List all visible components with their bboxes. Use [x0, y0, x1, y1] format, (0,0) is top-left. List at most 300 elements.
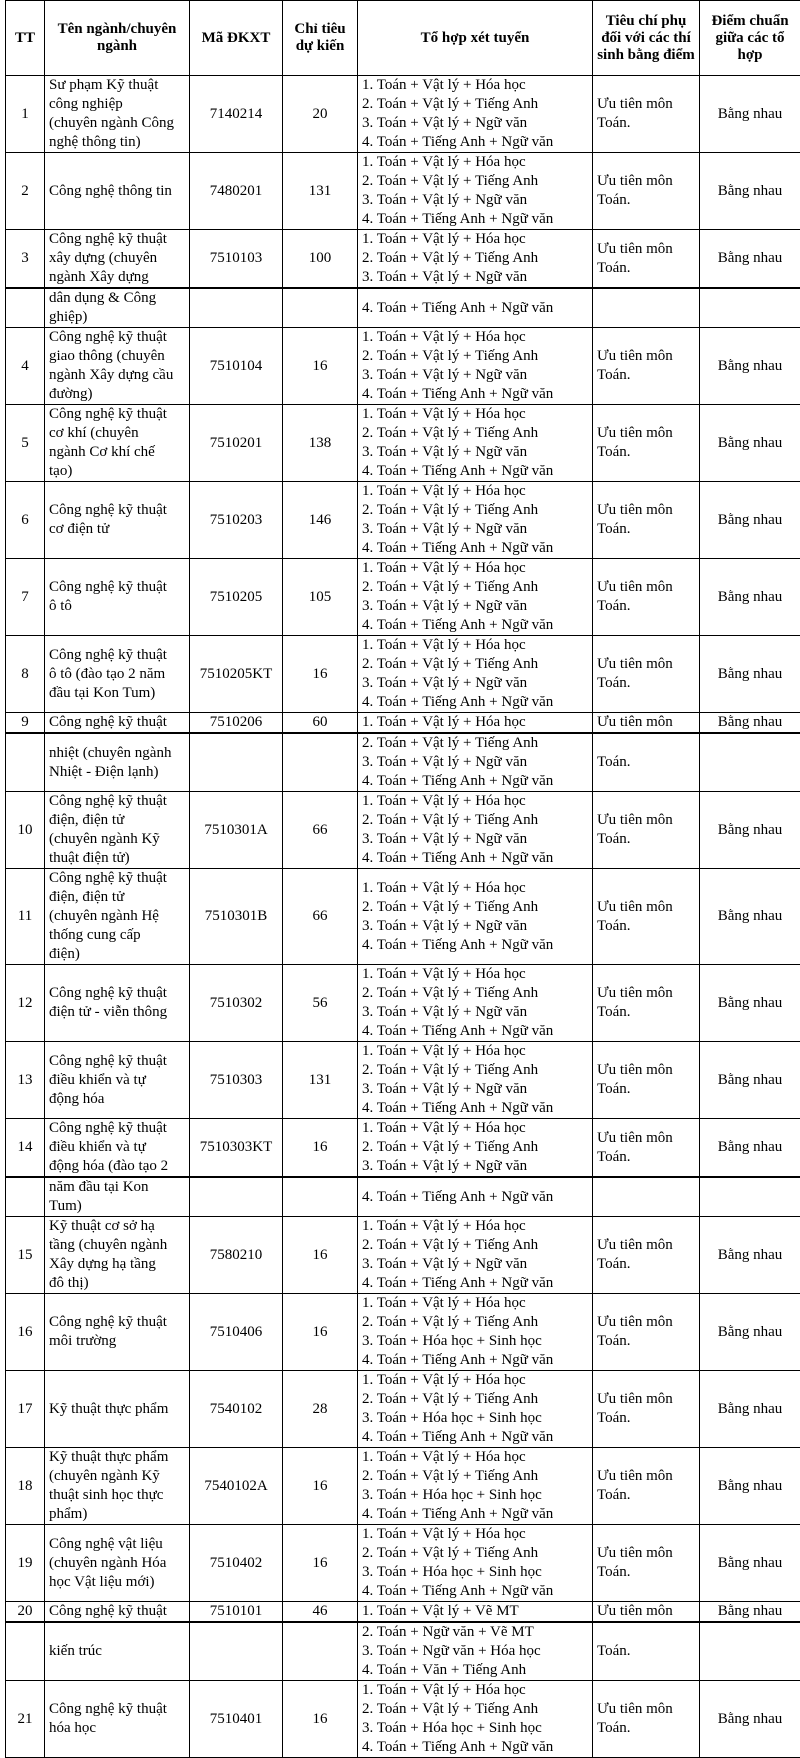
- major-name: [45, 1602, 190, 1623]
- subject-combinations-line: 1. Toán + Vật lý + Hóa học: [362, 328, 588, 347]
- subject-combinations: [358, 559, 593, 636]
- quota: 46: [283, 1602, 358, 1623]
- subject-combinations-line: 4. Toán + Tiếng Anh + Ngữ văn: [362, 133, 588, 152]
- tie-break-criteria: [593, 1371, 700, 1448]
- equal-score: Bằng nhau: [700, 1217, 800, 1294]
- quota: 16: [283, 328, 358, 405]
- major-code: 7510301B: [190, 869, 283, 965]
- subject-combinations-line: 1. Toán + Vật lý + Hóa học: [362, 1294, 588, 1313]
- subject-combinations: [358, 733, 593, 792]
- tie-break-criteria: [593, 1448, 700, 1525]
- major-name-line: (chuyên ngành Kỹ: [49, 1467, 185, 1486]
- equal-score: [700, 288, 800, 328]
- subject-combinations: [358, 965, 593, 1042]
- subject-combinations-line: 1. Toán + Vật lý + Hóa học: [362, 76, 588, 95]
- subject-combinations-line: 1. Toán + Vật lý + Hóa học: [362, 636, 588, 655]
- tie-break-criteria-line: Ưu tiên môn: [597, 1236, 695, 1255]
- major-name-line: Công nghệ kỹ thuật: [49, 328, 185, 347]
- subject-combinations-line: 3. Toán + Vật lý + Ngữ văn: [362, 443, 588, 462]
- table-row: [6, 1681, 800, 1758]
- row-number: 15: [6, 1217, 45, 1294]
- subject-combinations-line: 2. Toán + Vật lý + Tiếng Anh: [362, 1138, 588, 1157]
- major-name-line: (chuyên ngành Hóa: [49, 1554, 185, 1573]
- tie-break-criteria-line: Ưu tiên môn: [597, 347, 695, 366]
- subject-combinations-line: 4. Toán + Tiếng Anh + Ngữ văn: [362, 1188, 588, 1207]
- subject-combinations-line: 2. Toán + Vật lý + Tiếng Anh: [362, 249, 588, 268]
- tie-break-criteria-line: Ưu tiên môn: [597, 172, 695, 191]
- major-name: [45, 1217, 190, 1294]
- subject-combinations-line: 2. Toán + Vật lý + Tiếng Anh: [362, 172, 588, 191]
- quota: 20: [283, 76, 358, 153]
- subject-combinations-line: 2. Toán + Vật lý + Tiếng Anh: [362, 898, 588, 917]
- header-quota: Chỉ tiêu dự kiến: [283, 1, 358, 76]
- major-code: 7540102: [190, 1371, 283, 1448]
- major-code: 7510205: [190, 559, 283, 636]
- major-name-line: đô thị): [49, 1274, 185, 1293]
- major-name: [45, 288, 190, 328]
- subject-combinations-line: 3. Toán + Vật lý + Ngữ văn: [362, 1255, 588, 1274]
- quota: 16: [283, 1681, 358, 1758]
- subject-combinations-line: 2. Toán + Vật lý + Tiếng Anh: [362, 1313, 588, 1332]
- major-name-line: công nghiệp: [49, 95, 185, 114]
- quota: 16: [283, 1119, 358, 1178]
- equal-score: Bằng nhau: [700, 1042, 800, 1119]
- major-code: 7510406: [190, 1294, 283, 1371]
- tie-break-criteria-line: Ưu tiên môn: [597, 713, 695, 732]
- tie-break-criteria-line: Ưu tiên môn: [597, 578, 695, 597]
- tie-break-criteria-line: Toán.: [597, 259, 695, 278]
- tie-break-criteria: [593, 1294, 700, 1371]
- quota: 56: [283, 965, 358, 1042]
- major-code: [190, 733, 283, 792]
- major-code: 7510206: [190, 713, 283, 734]
- table-row: [6, 965, 800, 1042]
- major-name-line: điện, điện tử: [49, 811, 185, 830]
- subject-combinations-line: 3. Toán + Vật lý + Ngữ văn: [362, 1003, 588, 1022]
- subject-combinations-line: 1. Toán + Vật lý + Hóa học: [362, 1681, 588, 1700]
- quota: [283, 1622, 358, 1681]
- tie-break-criteria-line: Toán.: [597, 366, 695, 385]
- major-name-line: Công nghệ kỹ thuật: [49, 1602, 185, 1621]
- equal-score: Bằng nhau: [700, 792, 800, 869]
- major-code: 7480201: [190, 153, 283, 230]
- tie-break-criteria-line: Toán.: [597, 114, 695, 133]
- tie-break-criteria: [593, 1119, 700, 1178]
- major-name-line: thuật điện tử): [49, 849, 185, 868]
- equal-score: [700, 733, 800, 792]
- row-number: 17: [6, 1371, 45, 1448]
- subject-combinations-line: 3. Toán + Vật lý + Ngữ văn: [362, 114, 588, 133]
- major-name: [45, 559, 190, 636]
- major-code: 7510301A: [190, 792, 283, 869]
- tie-break-criteria-line: Toán.: [597, 830, 695, 849]
- equal-score: Bằng nhau: [700, 1371, 800, 1448]
- equal-score: Bằng nhau: [700, 76, 800, 153]
- subject-combinations-line: 1. Toán + Vật lý + Hóa học: [362, 1371, 588, 1390]
- major-name-line: Công nghệ kỹ thuật: [49, 230, 185, 249]
- tie-break-criteria-line: Ưu tiên môn: [597, 1061, 695, 1080]
- subject-combinations: [358, 405, 593, 482]
- subject-combinations-line: 4. Toán + Tiếng Anh + Ngữ văn: [362, 462, 588, 481]
- quota: 138: [283, 405, 358, 482]
- major-code: 7510203: [190, 482, 283, 559]
- tie-break-criteria: [593, 1177, 700, 1217]
- row-number: 5: [6, 405, 45, 482]
- tie-break-criteria-line: Ưu tiên môn: [597, 1390, 695, 1409]
- tie-break-criteria: [593, 965, 700, 1042]
- major-name-line: môi trường: [49, 1332, 185, 1351]
- tie-break-criteria: [593, 153, 700, 230]
- row-number: [6, 288, 45, 328]
- major-name: [45, 1371, 190, 1448]
- subject-combinations-line: 4. Toán + Tiếng Anh + Ngữ văn: [362, 1582, 588, 1601]
- tie-break-criteria: [593, 1042, 700, 1119]
- subject-combinations-line: 1. Toán + Vật lý + Hóa học: [362, 1119, 588, 1138]
- row-number: 7: [6, 559, 45, 636]
- subject-combinations-line: 3. Toán + Vật lý + Ngữ văn: [362, 597, 588, 616]
- major-name-line: Công nghệ kỹ thuật: [49, 792, 185, 811]
- major-name: [45, 1177, 190, 1217]
- tie-break-criteria-line: Toán.: [597, 597, 695, 616]
- major-name-line: điều khiển và tự: [49, 1071, 185, 1090]
- table-body: [6, 76, 800, 1758]
- subject-combinations: [358, 153, 593, 230]
- tie-break-criteria-line: Toán.: [597, 1003, 695, 1022]
- table-row: [6, 1042, 800, 1119]
- major-name: [45, 482, 190, 559]
- major-name: [45, 1294, 190, 1371]
- table-row: [6, 1294, 800, 1371]
- subject-combinations-line: 4. Toán + Tiếng Anh + Ngữ văn: [362, 1022, 588, 1041]
- subject-combinations-line: 2. Toán + Vật lý + Tiếng Anh: [362, 734, 588, 753]
- tie-break-criteria-line: Ưu tiên môn: [597, 1129, 695, 1148]
- major-name-line: Công nghệ kỹ thuật: [49, 713, 185, 732]
- subject-combinations-line: 4. Toán + Tiếng Anh + Ngữ văn: [362, 849, 588, 868]
- major-name-line: Công nghệ kỹ thuật: [49, 1313, 185, 1332]
- major-name-line: Xây dựng hạ tầng: [49, 1255, 185, 1274]
- major-code: 7510303KT: [190, 1119, 283, 1178]
- subject-combinations-line: 1. Toán + Vật lý + Hóa học: [362, 792, 588, 811]
- subject-combinations-line: 3. Toán + Vật lý + Ngữ văn: [362, 268, 588, 287]
- subject-combinations-line: 1. Toán + Vật lý + Hóa học: [362, 405, 588, 424]
- row-number: [6, 1177, 45, 1217]
- subject-combinations: [358, 328, 593, 405]
- tie-break-criteria: [593, 1525, 700, 1602]
- subject-combinations: [358, 1622, 593, 1681]
- tie-break-criteria: [593, 1602, 700, 1623]
- tie-break-criteria-line: Toán.: [597, 1148, 695, 1167]
- major-name-line: phẩm): [49, 1505, 185, 1524]
- quota: [283, 288, 358, 328]
- equal-score: Bằng nhau: [700, 405, 800, 482]
- subject-combinations-line: 1. Toán + Vật lý + Hóa học: [362, 713, 588, 732]
- header-tt: TT: [6, 1, 45, 76]
- major-name-line: đầu tại Kon Tum): [49, 684, 185, 703]
- tie-break-criteria-line: Ưu tiên môn: [597, 1467, 695, 1486]
- admission-table: [5, 0, 800, 1758]
- row-number: [6, 733, 45, 792]
- equal-score: Bằng nhau: [700, 869, 800, 965]
- subject-combinations: [358, 1294, 593, 1371]
- quota: 16: [283, 1294, 358, 1371]
- tie-break-criteria-line: Toán.: [597, 443, 695, 462]
- subject-combinations-line: 2. Toán + Vật lý + Tiếng Anh: [362, 1061, 588, 1080]
- major-name: [45, 1622, 190, 1681]
- equal-score: Bằng nhau: [700, 1294, 800, 1371]
- major-name-line: Công nghệ kỹ thuật: [49, 501, 185, 520]
- tie-break-criteria-line: Toán.: [597, 520, 695, 539]
- major-name: [45, 1448, 190, 1525]
- subject-combinations: [358, 713, 593, 734]
- subject-combinations-line: 4. Toán + Tiếng Anh + Ngữ văn: [362, 539, 588, 558]
- quota: 131: [283, 153, 358, 230]
- header-row: [6, 1, 800, 76]
- major-code: [190, 1622, 283, 1681]
- subject-combinations: [358, 1525, 593, 1602]
- major-code: 7510103: [190, 230, 283, 289]
- major-name-line: Công nghệ kỹ thuật: [49, 984, 185, 1003]
- subject-combinations-line: 3. Toán + Vật lý + Ngữ văn: [362, 674, 588, 693]
- subject-combinations-line: 2. Toán + Ngữ văn + Vẽ MT: [362, 1623, 588, 1642]
- tie-break-criteria-line: Ưu tiên môn: [597, 1602, 695, 1621]
- equal-score: Bằng nhau: [700, 1448, 800, 1525]
- equal-score: Bằng nhau: [700, 1602, 800, 1623]
- major-name-line: Kỹ thuật thực phẩm: [49, 1448, 185, 1467]
- major-name: [45, 1042, 190, 1119]
- table-row: [6, 1622, 800, 1681]
- row-number: 8: [6, 636, 45, 713]
- subject-combinations: [358, 1681, 593, 1758]
- major-name-line: tầng (chuyên ngành: [49, 1236, 185, 1255]
- subject-combinations-line: 4. Toán + Tiếng Anh + Ngữ văn: [362, 772, 588, 791]
- subject-combinations-line: 1. Toán + Vật lý + Hóa học: [362, 965, 588, 984]
- row-number: 19: [6, 1525, 45, 1602]
- quota: 100: [283, 230, 358, 289]
- table-row: [6, 76, 800, 153]
- major-name-line: Công nghệ vật liệu: [49, 1535, 185, 1554]
- major-code: 7510303: [190, 1042, 283, 1119]
- tie-break-criteria-line: Ưu tiên môn: [597, 898, 695, 917]
- subject-combinations-line: 2. Toán + Vật lý + Tiếng Anh: [362, 655, 588, 674]
- major-code: 7510402: [190, 1525, 283, 1602]
- major-name: [45, 869, 190, 965]
- major-name-line: (chuyên ngành Kỹ: [49, 830, 185, 849]
- quota: 131: [283, 1042, 358, 1119]
- subject-combinations-line: 3. Toán + Vật lý + Ngữ văn: [362, 1157, 588, 1176]
- major-name: [45, 733, 190, 792]
- major-name-line: năm đầu tại Kon: [49, 1178, 185, 1197]
- subject-combinations-line: 4. Toán + Tiếng Anh + Ngữ văn: [362, 936, 588, 955]
- subject-combinations-line: 3. Toán + Hóa học + Sinh học: [362, 1332, 588, 1351]
- major-name-line: Công nghệ kỹ thuật: [49, 405, 185, 424]
- quota: [283, 1177, 358, 1217]
- major-name-line: Công nghệ kỹ thuật: [49, 1052, 185, 1071]
- tie-break-criteria-line: Toán.: [597, 1719, 695, 1738]
- major-name-line: Công nghệ kỹ thuật: [49, 646, 185, 665]
- subject-combinations-line: 4. Toán + Tiếng Anh + Ngữ văn: [362, 1274, 588, 1293]
- quota: 66: [283, 792, 358, 869]
- major-name-line: nhiệt (chuyên ngành: [49, 744, 185, 763]
- subject-combinations: [358, 1177, 593, 1217]
- subject-combinations-line: 2. Toán + Vật lý + Tiếng Anh: [362, 95, 588, 114]
- subject-combinations-line: 2. Toán + Vật lý + Tiếng Anh: [362, 501, 588, 520]
- subject-combinations: [358, 1448, 593, 1525]
- row-number: 21: [6, 1681, 45, 1758]
- major-name-line: tạo): [49, 462, 185, 481]
- subject-combinations-line: 1. Toán + Vật lý + Hóa học: [362, 1217, 588, 1236]
- quota: 16: [283, 1217, 358, 1294]
- subject-combinations: [358, 869, 593, 965]
- table-row: [6, 1371, 800, 1448]
- subject-combinations-line: 2. Toán + Vật lý + Tiếng Anh: [362, 347, 588, 366]
- major-name: [45, 1681, 190, 1758]
- row-number: 16: [6, 1294, 45, 1371]
- header-major-name: Tên ngành/chuyên ngành: [45, 1, 190, 76]
- table-row: [6, 792, 800, 869]
- header-combinations: Tổ hợp xét tuyển: [358, 1, 593, 76]
- table-row: [6, 869, 800, 965]
- tie-break-criteria: [593, 328, 700, 405]
- subject-combinations: [358, 1119, 593, 1178]
- tie-break-criteria-line: Ưu tiên môn: [597, 984, 695, 1003]
- subject-combinations-line: 3. Toán + Vật lý + Ngữ văn: [362, 830, 588, 849]
- subject-combinations-line: 2. Toán + Vật lý + Tiếng Anh: [362, 1236, 588, 1255]
- equal-score: Bằng nhau: [700, 559, 800, 636]
- major-name-line: Công nghệ kỹ thuật: [49, 1119, 185, 1138]
- subject-combinations: [358, 76, 593, 153]
- table-row: [6, 1177, 800, 1217]
- major-name-line: giao thông (chuyên: [49, 347, 185, 366]
- major-name-line: Công nghệ thông tin: [49, 182, 185, 201]
- subject-combinations: [358, 1042, 593, 1119]
- major-name-line: ngành Xây dựng cầu: [49, 366, 185, 385]
- equal-score: Bằng nhau: [700, 1681, 800, 1758]
- major-name: [45, 1119, 190, 1178]
- row-number: 9: [6, 713, 45, 734]
- major-code: 7510201: [190, 405, 283, 482]
- subject-combinations: [358, 482, 593, 559]
- subject-combinations-line: 1. Toán + Vật lý + Hóa học: [362, 1448, 588, 1467]
- subject-combinations: [358, 1371, 593, 1448]
- table-row: [6, 559, 800, 636]
- table-row: [6, 288, 800, 328]
- major-code: 7540102A: [190, 1448, 283, 1525]
- subject-combinations-line: 4. Toán + Tiếng Anh + Ngữ văn: [362, 616, 588, 635]
- tie-break-criteria: [593, 288, 700, 328]
- major-name-line: Kỹ thuật cơ sở hạ: [49, 1217, 185, 1236]
- major-name: [45, 636, 190, 713]
- subject-combinations-line: 3. Toán + Ngữ văn + Hóa học: [362, 1642, 588, 1661]
- tie-break-criteria: [593, 559, 700, 636]
- subject-combinations-line: 4. Toán + Tiếng Anh + Ngữ văn: [362, 385, 588, 404]
- tie-break-criteria: [593, 713, 700, 734]
- major-name-line: động hóa (đào tạo 2: [49, 1157, 185, 1176]
- tie-break-criteria-line: Ưu tiên môn: [597, 95, 695, 114]
- tie-break-criteria-line: Toán.: [597, 191, 695, 210]
- subject-combinations-line: 1. Toán + Vật lý + Hóa học: [362, 230, 588, 249]
- major-name-line: Công nghệ kỹ thuật: [49, 869, 185, 888]
- major-name-line: Sư phạm Kỹ thuật: [49, 76, 185, 95]
- tie-break-criteria: [593, 869, 700, 965]
- subject-combinations-line: 2. Toán + Vật lý + Tiếng Anh: [362, 1467, 588, 1486]
- table-row: [6, 1448, 800, 1525]
- major-code: 7580210: [190, 1217, 283, 1294]
- subject-combinations-line: 1. Toán + Vật lý + Hóa học: [362, 1525, 588, 1544]
- major-name-line: nghệ thông tin): [49, 133, 185, 152]
- table-row: [6, 230, 800, 289]
- subject-combinations: [358, 1602, 593, 1623]
- tie-break-criteria: [593, 1217, 700, 1294]
- subject-combinations-line: 3. Toán + Vật lý + Ngữ văn: [362, 520, 588, 539]
- subject-combinations-line: 3. Toán + Vật lý + Ngữ văn: [362, 1080, 588, 1099]
- table-row: [6, 1602, 800, 1623]
- subject-combinations-line: 1. Toán + Vật lý + Hóa học: [362, 482, 588, 501]
- major-name-line: Kỹ thuật thực phẩm: [49, 1400, 185, 1419]
- row-number: 1: [6, 76, 45, 153]
- tie-break-criteria-line: Ưu tiên môn: [597, 811, 695, 830]
- table-row: [6, 713, 800, 734]
- major-name-line: ngành Cơ khí chế: [49, 443, 185, 462]
- header-equal-score: Điểm chuẩn giữa các tổ hợp: [700, 1, 800, 76]
- tie-break-criteria-line: Ưu tiên môn: [597, 424, 695, 443]
- major-code: 7510302: [190, 965, 283, 1042]
- equal-score: Bằng nhau: [700, 153, 800, 230]
- table-row: [6, 1525, 800, 1602]
- subject-combinations: [358, 230, 593, 289]
- major-name-line: kiến trúc: [49, 1642, 185, 1661]
- subject-combinations-line: 2. Toán + Vật lý + Tiếng Anh: [362, 1390, 588, 1409]
- subject-combinations-line: 4. Toán + Tiếng Anh + Ngữ văn: [362, 1738, 588, 1757]
- tie-break-criteria: [593, 405, 700, 482]
- table-row: [6, 1119, 800, 1178]
- row-number: 10: [6, 792, 45, 869]
- table-row: [6, 636, 800, 713]
- major-code: 7510401: [190, 1681, 283, 1758]
- major-name: [45, 230, 190, 289]
- tie-break-criteria: [593, 1622, 700, 1681]
- equal-score: Bằng nhau: [700, 328, 800, 405]
- major-name-line: điện tử - viễn thông: [49, 1003, 185, 1022]
- subject-combinations-line: 2. Toán + Vật lý + Tiếng Anh: [362, 1700, 588, 1719]
- subject-combinations: [358, 1217, 593, 1294]
- row-number: 20: [6, 1602, 45, 1623]
- major-name: [45, 153, 190, 230]
- tie-break-criteria-line: Toán.: [597, 1563, 695, 1582]
- major-name-line: Tum): [49, 1197, 185, 1216]
- tie-break-criteria-line: Toán.: [597, 753, 695, 772]
- quota: 105: [283, 559, 358, 636]
- major-name-line: ghiệp): [49, 308, 185, 327]
- subject-combinations-line: 2. Toán + Vật lý + Tiếng Anh: [362, 1544, 588, 1563]
- major-name-line: điều khiển và tự: [49, 1138, 185, 1157]
- major-name-line: Nhiệt - Điện lạnh): [49, 763, 185, 782]
- tie-break-criteria-line: Ưu tiên môn: [597, 501, 695, 520]
- major-name-line: động hóa: [49, 1090, 185, 1109]
- row-number: 2: [6, 153, 45, 230]
- major-name-line: đường): [49, 385, 185, 404]
- subject-combinations-line: 4. Toán + Văn + Tiếng Anh: [362, 1661, 588, 1680]
- major-name-line: thuật sinh học thực: [49, 1486, 185, 1505]
- major-name-line: ô tô (đào tạo 2 năm: [49, 665, 185, 684]
- subject-combinations-line: 1. Toán + Vật lý + Hóa học: [362, 153, 588, 172]
- subject-combinations-line: 3. Toán + Vật lý + Ngữ văn: [362, 366, 588, 385]
- tie-break-criteria-line: Toán.: [597, 1332, 695, 1351]
- row-number: 4: [6, 328, 45, 405]
- subject-combinations-line: 4. Toán + Tiếng Anh + Ngữ văn: [362, 1351, 588, 1370]
- subject-combinations-line: 4. Toán + Tiếng Anh + Ngữ văn: [362, 1428, 588, 1447]
- subject-combinations-line: 1. Toán + Vật lý + Hóa học: [362, 879, 588, 898]
- tie-break-criteria-line: Toán.: [597, 1409, 695, 1428]
